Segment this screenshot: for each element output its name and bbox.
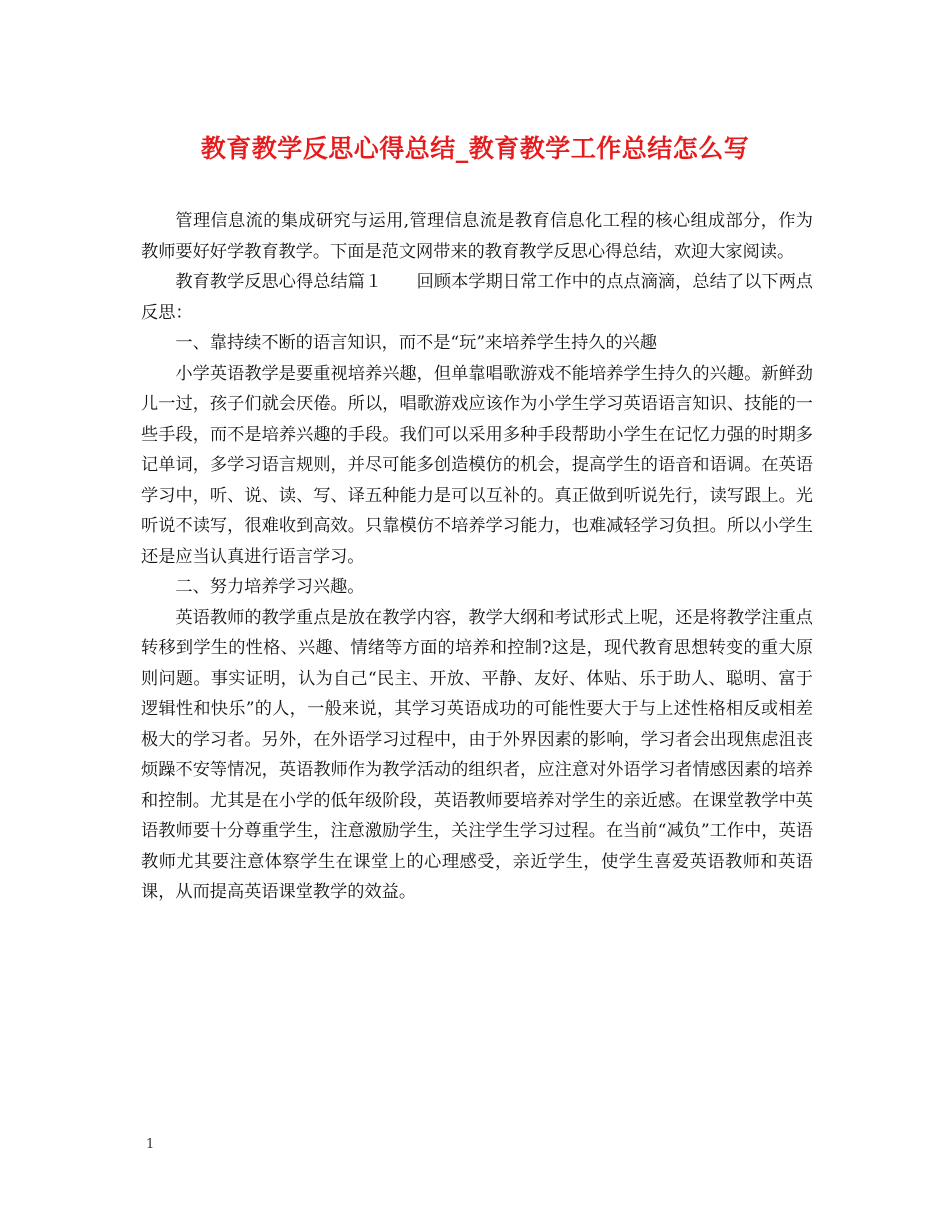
intro-paragraph: 管理信息流的集成研究与运用,管理信息流是教育信息化工程的核心组成部分，作为教师要好好学教育教学。下面是范文网带来的教育教学反思心得总结，欢迎大家阅读。 [141, 211, 813, 262]
point-one-heading: 一、靠持续不断的语言知识，而不是“玩”来培养学生持久的兴趣 [175, 333, 658, 353]
point-two-body: 英语教师的教学重点是放在教学内容，教学大纲和考试形式上呢，还是将教学注重点转移到学生的性格、兴趣、情绪等方面的培养和控制?这是，现代教育思想转变的重大原则问题。事实证明，认为自己“民主、开放、平静、友好、体贴、乐于助人、聪明、富于逻辑性和快乐”的人，一般来说，其学习英语成功的可能性要大于与上述性格相反或相差极大的学习者。另外，在外语学习过程中，由于外界因素的影响，学习者会出现焦虑沮丧烦躁不安等情况，英语教师作为教学活动的组织者，应注意对外语学习者情感因素的培养和控制。尤其是在小学的低年级阶段，英语教师要培养对学生的亲近感。在课堂教学中英语教师要十分尊重学生，注意激励学生，关注学生学习过程。在当前“减负”工作中，英语教师尤其要注意体察学生在课堂上的心理感受，亲近学生，使学生喜爱英语教师和英语课，从而提高英语课堂教学的效益。 [141, 607, 813, 902]
page-number: 1 [146, 1137, 155, 1152]
document-body [141, 206, 813, 908]
point-two-heading: 二、努力培养学习兴趣。 [175, 577, 365, 597]
document-title: 教育教学反思心得总结_教育教学工作总结怎么写 [200, 134, 750, 163]
point-one-body: 小学英语教学是要重视培养兴趣，但单靠唱歌游戏不能培养学生持久的兴趣。新鲜劲儿一过，孩子们就会厌倦。所以，唱歌游戏应该作为小学生学习英语语言知识、技能的一些手段，而不是培养兴趣的手段。我们可以采用多种手段帮助小学生在记忆力强的时期多记单词，多学习语言规则，并尽可能多创造模仿的机会，提高学生的语音和语调。在英语学习中，听、说、读、写、译五种能力是可以互补的。真正做到听说先行，读写跟上。光听说不读写，很难收到高效。只靠模仿不培养学习能力，也难减轻学习负担。所以小学生还是应当认真进行语言学习。 [141, 363, 813, 567]
section-heading-paragraph: 教育教学反思心得总结篇１ 回顾本学期日常工作中的点点滴滴，总结了以下两点反思： [141, 272, 813, 323]
